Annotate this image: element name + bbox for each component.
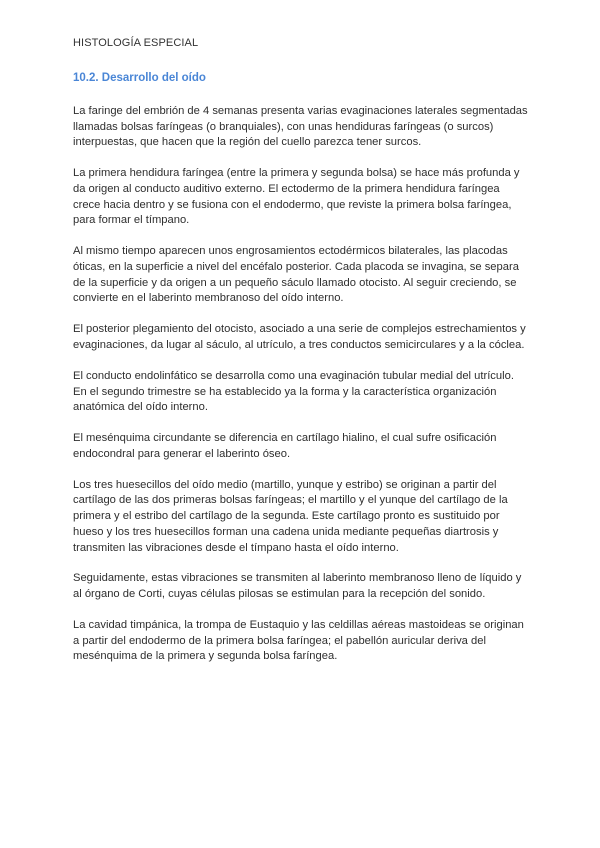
running-header: HISTOLOGÍA ESPECIAL [73, 37, 199, 49]
paragraph-ossicles: Los tres huesecillos del oído medio (martillo, yunque y estribo) se originan a partir del cartílago de las dos primeras bolsas faríngeas; el martillo y el yunque del cartílago de la primera y el estribo del cartílago de la segunda. Este cartílago pronto es sustituido por hueso y los tres huesecillos forman una cadena unida mediante pequeñas diartrosis y transmiten las vibraciones desde el tímpano hasta el oído interno. [73, 478, 508, 554]
body-text [73, 104, 529, 680]
paragraph-vibrations: Seguidamente, estas vibraciones se transmiten al laberinto membranoso lleno de líquido y al órgano de Corti, cuyas células pilosas se estimulan para la recepción del sonido. [73, 572, 522, 601]
paragraph-otic-placodes: Al mismo tiempo aparecen unos engrosamientos ectodérmicos bilaterales, las placodas óticas, en la superficie a nivel del encéfalo posterior. Cada placoda se invagina, se separa de la superficie y da origen a un pequeño sáculo llamado otocisto. Al seguir creciendo, se convierte en el laberinto membranoso del oído interno. [73, 245, 519, 305]
paragraph-endolymphatic-duct: El conducto endolinfático se desarrolla como una evaginación tubular medial del utrículo. En el segundo trimestre se ha establecido ya la forma y la característica organización anatómica del oído interno. [73, 369, 514, 414]
paragraph-mesenchyme: El mesénquima circundante se diferencia en cartílago hialino, el cual sufre osificación endocondral para generar el laberinto óseo. [73, 432, 497, 460]
paragraph-pharyngeal-pouches: La faringe del embrión de 4 semanas presenta varias evaginaciones laterales segmentadas llamadas bolsas faríngeas (o branquiales), con unas hendiduras faríngeas (o surcos) interpuestas, que hacen que la región del cuello parezca tener surcos. [73, 105, 528, 149]
paragraph-otocyst-folding: El posterior plegamiento del otocisto, asociado a una serie de complejos estrechamientos y evaginaciones, da lugar al sáculo, al utrículo, a tres conductos semicirculares y a la cóclea. [73, 323, 526, 351]
paragraph-tympanic-cavity: La cavidad timpánica, la trompa de Eustaquio y las celdillas aéreas mastoideas se originan a partir del endodermo de la primera bolsa faríngea; el pabellón auricular deriva del mesénquima de la primera y segunda bolsa faríngea. [73, 619, 524, 663]
section-heading: 10.2. Desarrollo del oído [73, 72, 206, 84]
paragraph-first-cleft: La primera hendidura faríngea (entre la primera y segunda bolsa) se hace más profunda y da origen al conducto auditivo externo. El ectodermo de la primera hendidura faríngea crece hacia dentro y se fusiona con el endodermo, que reviste la primera bolsa faríngea, para formar el tímpano. [73, 167, 520, 227]
